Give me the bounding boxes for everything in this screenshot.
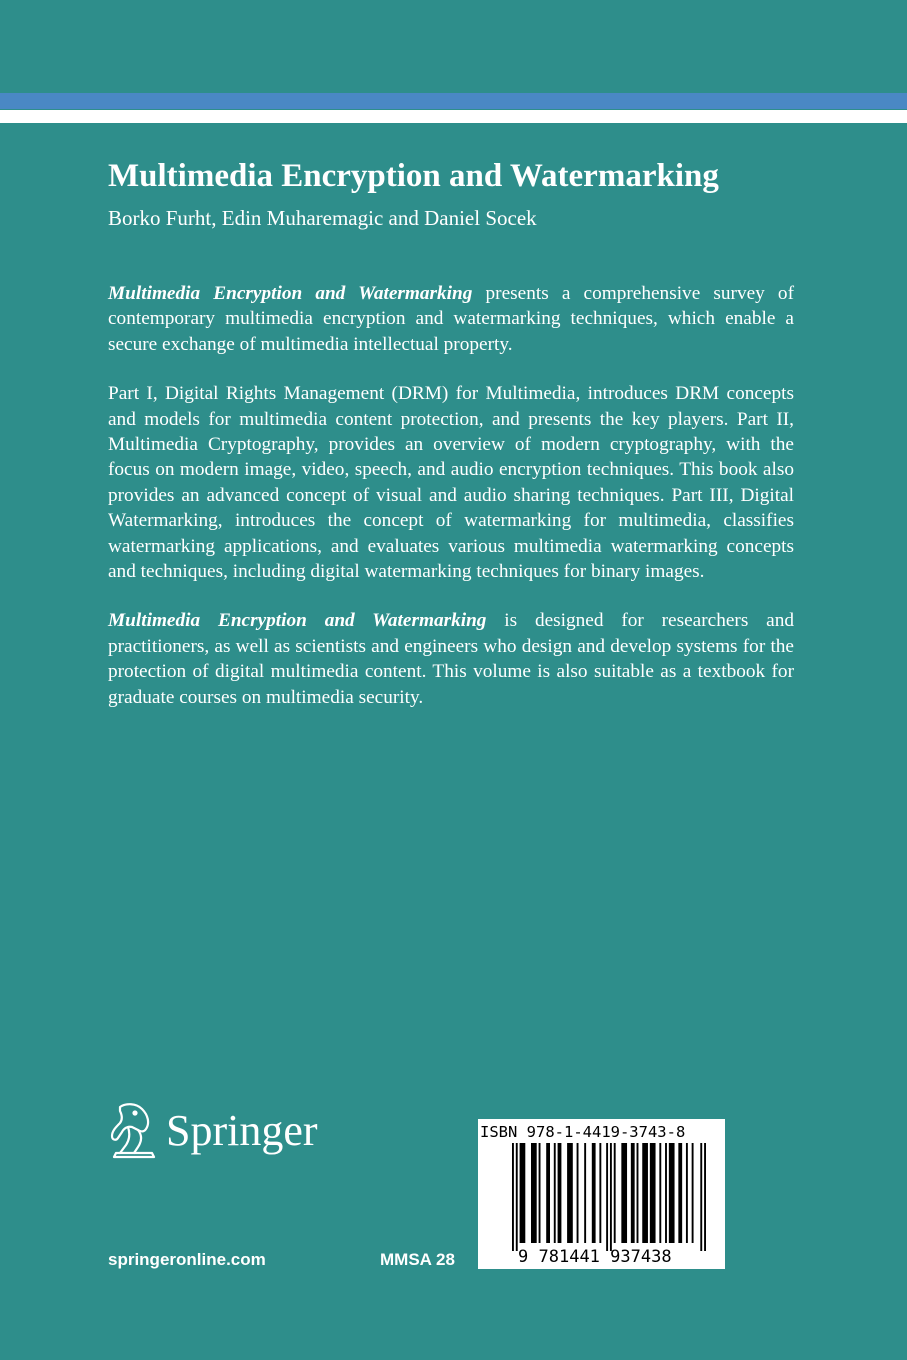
barcode-guard-bar [704,1143,706,1251]
barcode-bar [637,1143,639,1243]
barcode-bars [478,1143,725,1253]
barcode-guard-bar [610,1143,612,1251]
ean-first-digit: 9 [518,1247,529,1267]
barcode-bar [621,1143,627,1243]
barcode-guard-bar [516,1143,518,1251]
barcode-bar [669,1143,675,1243]
barcode-bar [686,1143,688,1243]
series-code: MMSA 28 [380,1250,455,1269]
springer-wordmark: Springer [166,1106,318,1155]
barcode-bar [546,1143,550,1243]
barcode-bar [692,1143,694,1243]
springer-horse-icon [108,1101,160,1161]
book-authors: Borko Furht, Edin Muharemagic and Daniel Socek [108,206,537,230]
barcode-bar [520,1143,526,1243]
barcode-guard-bar [512,1143,514,1251]
barcode-bar [650,1143,656,1243]
top-blue-stripe [0,93,907,109]
ean-left-group: 781441 [538,1247,600,1267]
isbn-barcode [478,1119,725,1269]
barcode-bar [539,1143,541,1243]
barcode-bar [642,1143,648,1243]
barcode-bar [631,1143,635,1243]
barcode-bar [577,1143,579,1243]
barcode-bar [584,1143,586,1243]
springer-logo [108,1098,338,1164]
description-paragraph-3 [108,608,794,710]
barcode-bar [554,1143,556,1243]
description-paragraph-2: Part I, Digital Rights Management (DRM) for Multimedia, introduces DRM concepts and models for multimedia content protection, and presents the key players. Part II, Multimedia Cryptography, provides an overview of modern cryptography, with the focus on modern image, video, speech, and audio encryption techniques. This book also provides an advanced concept of visual and audio sharing techniques. Part III, Digital Watermarking, introduces the concept of watermarking for multimedia, classifies watermarking applications, and evaluates various multimedia watermarking concepts and techniques, including digital watermarking techniques for binary images. [108,383,794,583]
isbn-label: ISBN 978-1-4419-3743-8 [480,1123,686,1141]
description-paragraph-1 [108,281,794,357]
barcode-bar [665,1143,667,1243]
ean-right-group: 937438 [610,1247,672,1267]
barcode-bar [678,1143,682,1243]
paragraph-3-text: is designed for researchers and practitioners, as well as scientists and engineers who design and develop systems for the protection of digital multimedia content. This volume is also suitable as a textbook for graduate courses on multimedia security. [108,610,794,708]
barcode-bar [659,1143,661,1243]
ean-digits [518,1247,672,1267]
publisher-website: springeronline.com [108,1250,266,1269]
barcode-guard-bar [700,1143,702,1251]
title-italic: Multimedia Encryption and Watermarking [108,610,487,632]
barcode-bar [558,1143,562,1243]
back-cover-content [108,152,794,710]
barcode-bar [592,1143,596,1243]
book-title: Multimedia Encryption and Watermarking [108,158,719,194]
barcode-bar [531,1143,537,1243]
barcode-bar [567,1143,573,1243]
paragraph-1-text: presents a comprehensive survey of contemporary multimedia encryption and watermarking techniques, which enable a secure exchange of multimedia intellectual property. [108,283,794,355]
barcode-bar [599,1143,601,1243]
title-italic: Multimedia Encryption and Watermarking [108,283,473,304]
top-white-stripe [0,110,907,123]
barcode-bar [614,1143,616,1243]
barcode-guard-bar [606,1143,608,1251]
